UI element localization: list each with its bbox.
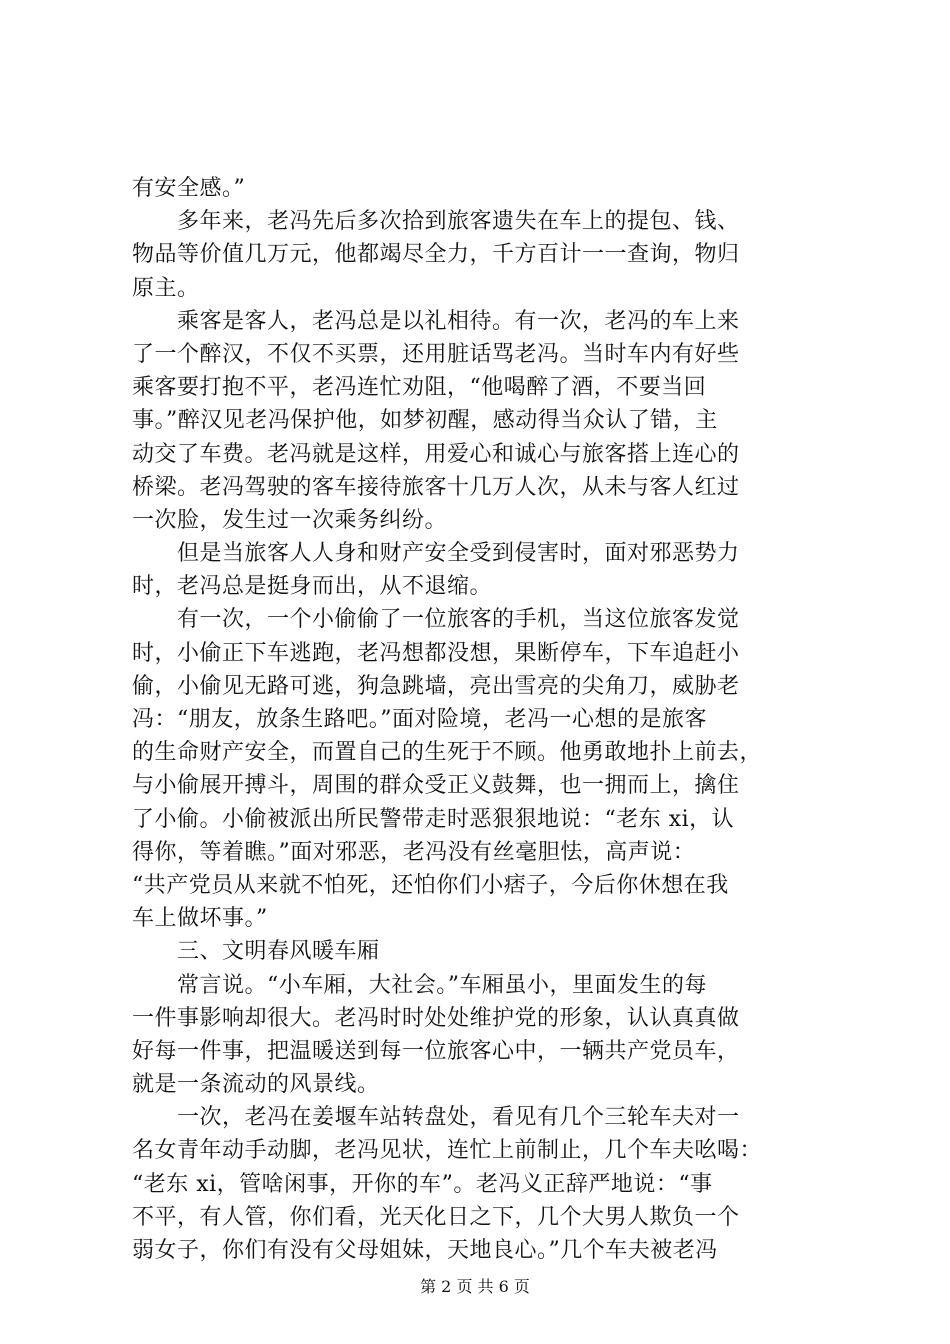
text-line: “老东 xi，管啥闲事，开你的车”。老冯义正辞严地说：“事 [132,1171,713,1197]
page-footer: 第 2 页 共 6 页 [420,1277,530,1296]
text-line: 一次，老冯在姜堰车站转盘处，看见有几个三轮车夫对一 [177,1105,740,1131]
text-line: 有一次，一个小偷偷了一位旅客的手机，当这位旅客发觉 [177,607,740,633]
text-line: 就是一条流动的风景线。 [132,1072,380,1098]
text-line: 不平，有人管，你们看，光天化日之下，几个大男人欺负一个 [132,1204,740,1230]
text-line: 了一个醉汉，不仅不买票，还用脏话骂老冯。当时车内有好些 [132,341,740,367]
text-line: 常言说。“小车厢，大社会。”车厢虽小，里面发生的每 [177,972,707,998]
text-line: 时，小偷正下车逃跑，老冯想都没想，果断停车，下车追赶小 [132,640,740,666]
text-line: 原主。 [132,275,200,301]
text-line: 与小偷展开搏斗，周围的群众受正义鼓舞，也一拥而上，擒住 [132,773,740,799]
text-line: 动交了车费。老冯就是这样，用爱心和诚心与旅客搭上连心的 [132,441,740,467]
text-line: 但是当旅客人人身和财产安全受到侵害时，面对邪恶势力 [177,541,740,567]
text-line: 乘客是客人，老冯总是以礼相待。有一次，老冯的车上来 [177,308,740,334]
text-line: 名女青年动手动脚，老冯见状，连忙上前制止，几个车夫吆喝： [132,1138,763,1164]
text-line: 多年来，老冯先后多次拾到旅客遗失在车上的提包、钱、 [177,209,740,235]
text-line: 偷，小偷见无路可逃，狗急跳墙，亮出雪亮的尖角刀，威胁老 [132,673,740,699]
text-line: 乘客要打抱不平，老冯连忙劝阻，“他喝醉了酒，不要当回 [132,375,707,401]
text-line: 时，老冯总是挺身而出，从不退缩。 [132,574,493,600]
text-line: 车上做坏事。” [132,906,268,932]
text-line: 弱女子，你们有没有父母姐妹，天地良心。”几个车夫被老冯 [132,1238,718,1263]
text-line: “共产党员从来就不怕死，还怕你们小痞子，今后你休想在我 [132,872,729,898]
text-line: 物品等价值几万元，他都竭尽全力，千方百计一一查询，物归 [132,242,740,268]
text-line: 冯：“朋友，放条生路吧。”面对险境，老冯一心想的是旅客 [132,707,707,732]
text-line: 事。”醉汉见老冯保护他，如梦初醒，感动得当众认了错，主 [132,408,718,434]
text-line: 好每一件事，把温暖送到每一位旅客心中，一辆共产党员车， [132,1038,740,1064]
text-line: 桥梁。老冯驾驶的客车接待旅客十几万人次，从未与客人红过 [132,474,740,500]
text-line: 得你，等着瞧。”面对邪恶，老冯没有丝毫胆怯，高声说： [132,839,696,865]
text-line: 有安全感。” [132,176,246,201]
body-text [132,172,832,1267]
text-line: 的生命财产安全，而置自己的生死于不顾。他勇敢地扑上前去， [132,740,763,766]
text-line: 一次脸，发生过一次乘务纠纷。 [132,507,448,533]
text-line: 了小偷。小偷被派出所民警带走时恶狠狠地说：“老东 xi，认 [132,806,735,832]
text-line: 一件事影响却很大。老冯时时处处维护党的形象，认认真真做 [132,1005,740,1031]
text-line: 三、文明春风暖车厢 [177,939,380,965]
